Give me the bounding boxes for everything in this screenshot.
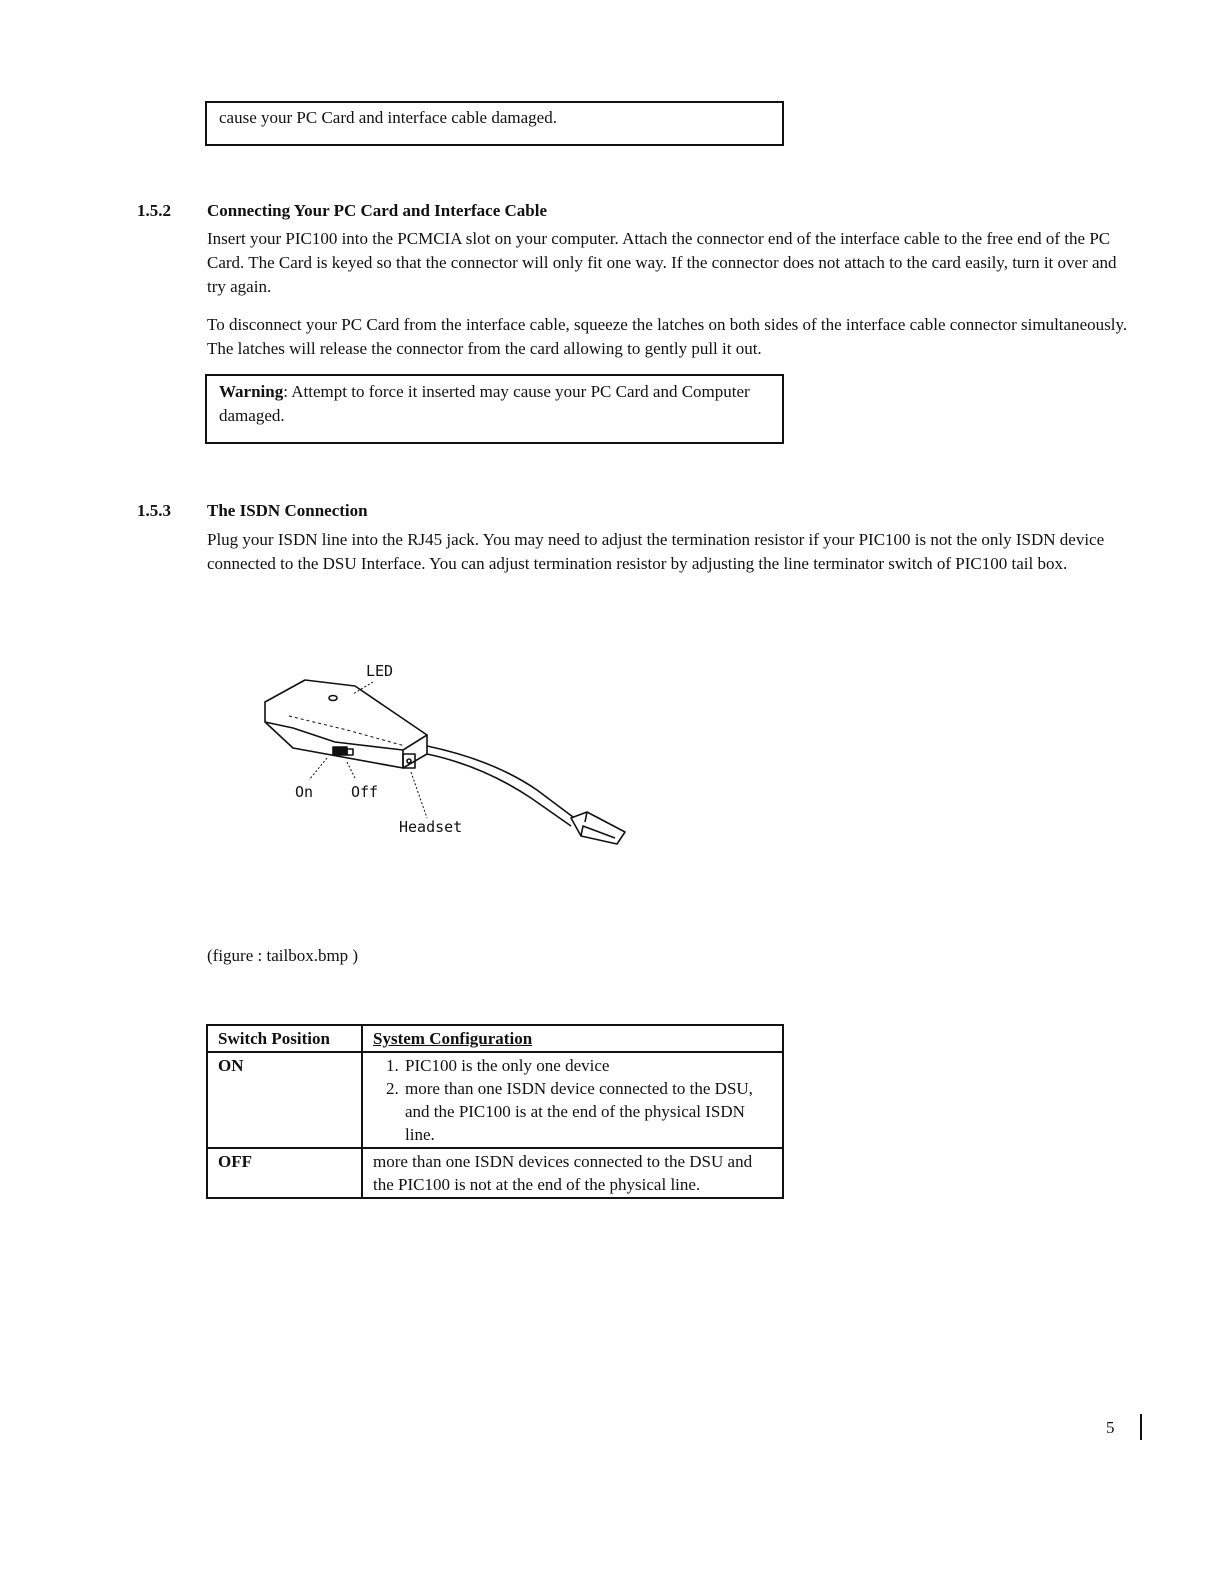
list-item: 2. more than one ISDN device connected to the DSU, and the PIC100 is at the end of the physical ISDN line. bbox=[403, 1077, 772, 1146]
table-row-on bbox=[207, 1052, 783, 1148]
figure-label-headset: Headset bbox=[399, 818, 463, 836]
page-number: 5 bbox=[1106, 1418, 1115, 1437]
position-off: OFF bbox=[207, 1148, 362, 1198]
header-system-configuration: System Configuration bbox=[362, 1025, 783, 1052]
paragraph-insert-card: Insert your PIC100 into the PCMCIA slot on your computer. Attach the connector end of the interface cable to the free end of the PC Card. The Card is keyed so that the connector will only fit one way. If the connector does not attach to the card easily, turn it over and try again. bbox=[207, 229, 1117, 296]
config-on-list bbox=[373, 1054, 772, 1146]
switch-configuration-table bbox=[206, 1024, 784, 1199]
section-number-1-5-3: 1.5.3 bbox=[137, 501, 171, 520]
warning-text: : Attempt to force it inserted may cause your PC Card and Computer damaged. bbox=[219, 382, 750, 425]
figure-caption: (figure : tailbox.bmp ) bbox=[207, 946, 359, 965]
warning-box bbox=[205, 374, 784, 444]
figure-label-on: On bbox=[295, 783, 314, 801]
page-number-bar bbox=[1140, 1414, 1142, 1440]
config-off: more than one ISDN devices connected to the DSU and the PIC100 is not at the end of the physical line. bbox=[362, 1148, 783, 1198]
section-number-1-5-2: 1.5.2 bbox=[137, 201, 171, 220]
paragraph-isdn-connection: Plug your ISDN line into the RJ45 jack. You may need to adjust the termination resistor if your PIC100 is not the only ISDN device connected to the DSU Interface. You can adjust termination resistor by adjusting the line terminator switch of PIC100 tail box. bbox=[207, 530, 1105, 573]
paragraph-disconnect-card: To disconnect your PC Card from the interface cable, squeeze the latches on both sides of the interface cable connector simultaneously. The latches will release the connector from the card allowing to gently pull it out. bbox=[207, 315, 1128, 358]
top-note-text: cause your PC Card and interface cable damaged. bbox=[219, 108, 557, 127]
config-on bbox=[362, 1052, 783, 1148]
section-title-1-5-3: The ISDN Connection bbox=[207, 501, 368, 520]
figure-label-off: Off bbox=[351, 783, 379, 801]
warning-label: Warning bbox=[219, 382, 284, 401]
section-title-1-5-2: Connecting Your PC Card and Interface Cable bbox=[207, 201, 547, 220]
table-header-row bbox=[207, 1025, 783, 1052]
top-note-box bbox=[205, 101, 784, 146]
position-on: ON bbox=[207, 1052, 362, 1148]
figure-label-led: LED bbox=[366, 662, 394, 680]
table-row-off bbox=[207, 1148, 783, 1198]
header-switch-position: Switch Position bbox=[207, 1025, 362, 1052]
list-item: 1. PIC100 is the only one device bbox=[403, 1054, 772, 1077]
